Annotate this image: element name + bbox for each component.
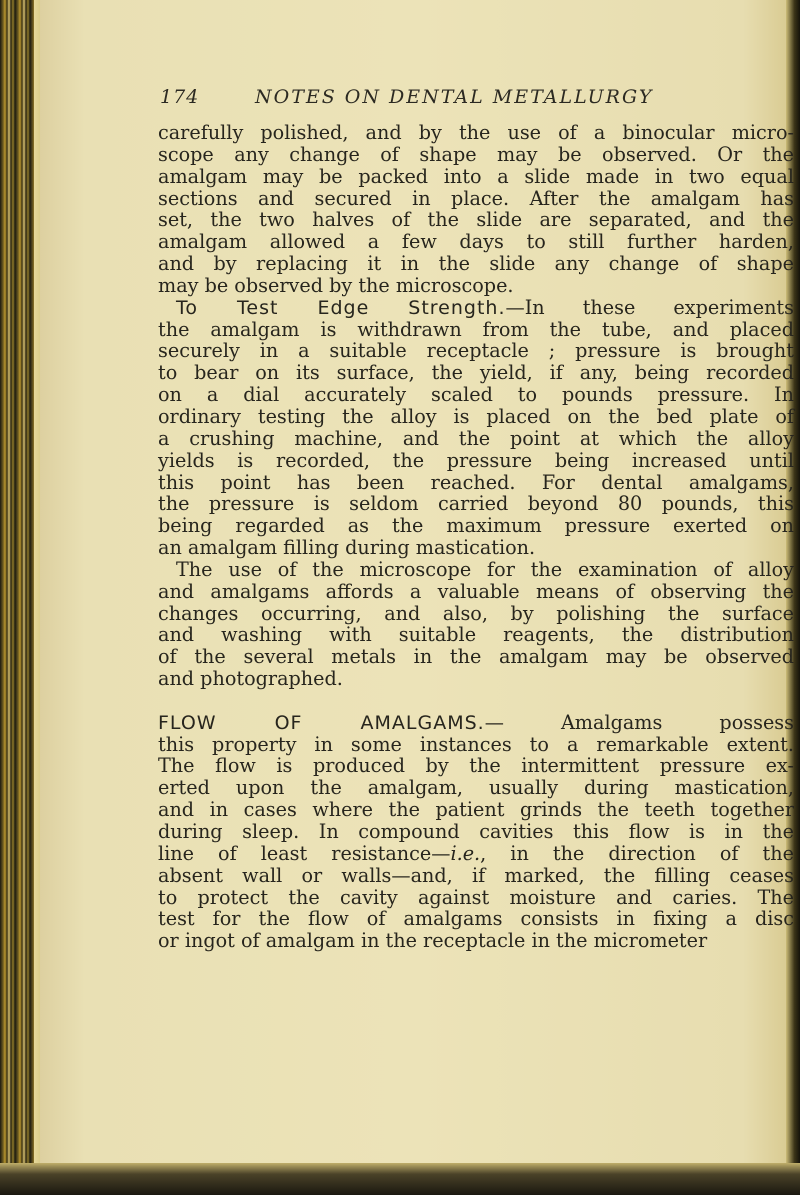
text-fragment: , in the direction of the [480,841,794,865]
text-fragment: —In these experiments [505,295,794,319]
text-line: a crushing machine, and the point at which the alloy [158,426,794,450]
text-line: to bear on its surface, the yield, if any, being recorded [158,361,794,385]
text-line: the amalgam is withdrawn from the tube, and placed [158,317,794,341]
page-number: 174 [160,86,200,108]
text-line: and by replacing it in the slide any change of shape [158,252,794,276]
text-line: amalgam may be packed into a slide made in two equal [158,164,794,188]
text-line: changes occurring, and also, by polishing the surface [158,601,794,625]
section-heading-line [158,712,794,734]
text-line: and amalgams affords a valuable means of observing the [158,579,794,603]
body-text [158,122,794,952]
text-line: and washing with suitable reagents, the distribution [158,623,794,647]
text-line [158,843,794,865]
text-line: of the several metals in the amalgam may be observed [158,645,794,669]
text-line: or ingot of amalgam in the receptacle in the micrometer [158,929,708,953]
text-line: on a dial accurately scaled to pounds pressure. In [158,383,794,407]
text-line: erted upon the amalgam, usually during mastication, [158,776,794,800]
text-line: this property in some instances to a remarkable extent. [158,732,794,756]
text-line: the pressure is seldom carried beyond 80 pounds, this [158,492,794,516]
text-line: an amalgam filling during mastication. [158,536,536,560]
text-fragment: — Amalgams possess [484,710,794,734]
text-line: set, the two halves of the slide are separated, and the [158,208,794,232]
text-line: amalgam allowed a few days to still further harden, [158,230,794,254]
text-line: carefully polished, and by the use of a binocular micro- [158,121,794,144]
text-line: during sleep. In compound cavities this flow is in the [158,820,794,843]
text-line: securely in a suitable receptacle ; pressure is brought [158,339,794,363]
text-line: to protect the cavity against moisture and caries. The [158,885,794,909]
italic-abbrev: i.e. [450,841,481,865]
text-line: The use of the microscope for the examination of alloy [176,557,794,581]
text-line: The flow is produced by the intermittent pressure ex- [158,754,794,778]
paragraph-gap [158,690,794,712]
text-line: absent wall or walls—and, if marked, the filling ceases [158,863,794,887]
section-heading-line [158,297,794,319]
text-fragment: line of least resistance— [158,841,451,865]
text-line: and in cases where the patient grinds the teeth together [158,798,794,822]
text-line: yields is recorded, the pressure being increased until [158,448,794,472]
text-line: and photographed. [158,667,343,691]
section-heading: FLOW OF AMALGAMS. [158,711,485,734]
text-line: may be observed by the microscope. [158,273,514,297]
text-line: sections and secured in place. After the amalgam has [158,186,794,210]
text-line: being regarded as the maximum pressure exerted on [158,514,794,538]
running-head: NOTES ON DENTAL METALLURGY [255,86,654,108]
text-line: this point has been reached. For dental amalgams, [158,470,794,494]
book-spine [0,0,42,1195]
text-line: ordinary testing the alloy is placed on the bed plate of [158,404,794,428]
text-line: test for the flow of amalgams consists in fixing a disc [158,907,794,931]
text-line: scope any change of shape may be observed. Or the [158,142,794,166]
page-header [160,86,680,116]
section-heading: To Test Edge Strength. [176,296,506,319]
page-bottom-edge [0,1163,800,1195]
